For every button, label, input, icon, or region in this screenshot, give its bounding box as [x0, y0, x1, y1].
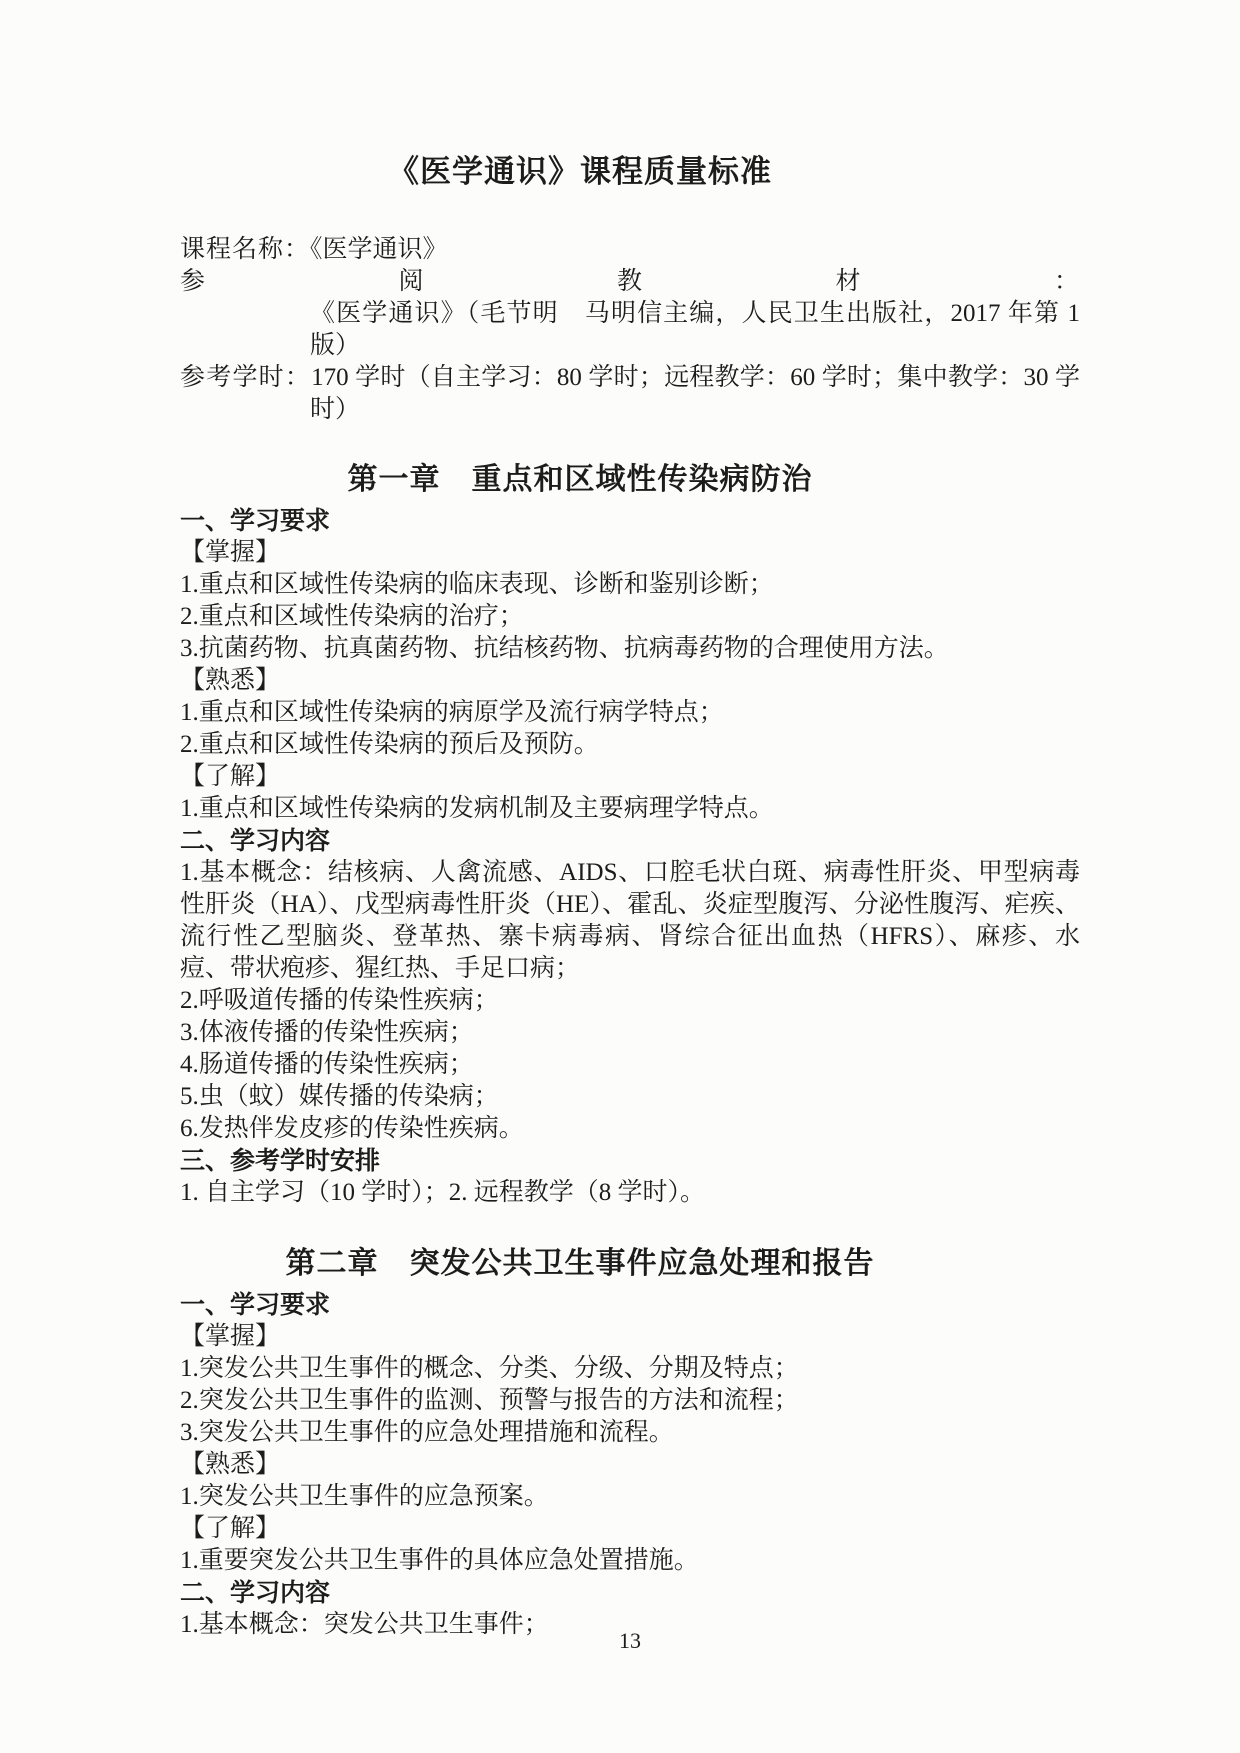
- list-item: 1.重点和区域性传染病的发病机制及主要病理学特点。: [180, 795, 774, 822]
- document-title: 《医学通识》课程质量标准: [388, 154, 772, 189]
- list-item: 2.呼吸道传播的传染性疾病；: [180, 987, 499, 1014]
- list-item: 1.基本概念：突发公共卫生事件；: [180, 1611, 549, 1638]
- list-item: 1.基本概念：结核病、人禽流感、AIDS、口腔毛状白斑、病毒性肝炎、甲型病毒性肝炎（HA）、戊型病毒性肝炎（HE）、霍乱、炎症型腹泻、分泌性腹泻、疟疾、流行性乙型脑炎、登革热、寨卡病毒病、肾综合征出血热（HFRS）、麻疹、水痘、带状疱疹、猩红热、手足口病；: [180, 859, 1080, 982]
- course-name-value: 《医学通识》: [310, 236, 448, 263]
- list-item: 3.抗菌药物、抗真菌药物、抗结核药物、抗病毒药物的合理使用方法。: [180, 635, 949, 662]
- chapter-2-understand-heading: 【了解】: [180, 1515, 281, 1542]
- list-item: 1.重要突发公共卫生事件的具体应急处置措施。: [180, 1547, 699, 1574]
- hours-value: 170 学时（自主学习：80 学时；远程教学：60 学时；集中教学：30 学时）: [310, 364, 1080, 423]
- list-item: 1.重点和区域性传染病的病原学及流行病学特点；: [180, 699, 724, 726]
- list-item: 3.体液传播的传染性疾病；: [180, 1019, 474, 1046]
- list-item: 1.重点和区域性传染病的临床表现、诊断和鉴别诊断；: [180, 571, 774, 598]
- list-item: 6.发热伴发皮疹的传染性疾病。: [180, 1115, 524, 1142]
- textbook-label: 参阅教材：: [180, 268, 1080, 295]
- chapter-1-master-heading: 【掌握】: [180, 539, 281, 566]
- list-item: 1. 自主学习（10 学时）；2. 远程教学（8 学时）。: [180, 1179, 706, 1206]
- chapter-1-schedule-heading: 三、参考学时安排: [180, 1147, 381, 1175]
- chapter-2: [180, 1243, 1080, 1641]
- list-item: 2.重点和区域性传染病的治疗；: [180, 603, 524, 630]
- chapter-2-familiar-heading: 【熟悉】: [180, 1451, 281, 1478]
- list-item: 2.突发公共卫生事件的监测、预警与报告的方法和流程；: [180, 1387, 799, 1414]
- chapter-2-content-heading: 二、学习内容: [180, 1579, 331, 1607]
- textbook-line: [180, 266, 1080, 362]
- list-item: 1.突发公共卫生事件的概念、分类、分级、分期及特点；: [180, 1355, 799, 1382]
- hours-label: 参考学时：: [180, 364, 312, 391]
- list-item: 2.重点和区域性传染病的预后及预防。: [180, 731, 599, 758]
- chapter-2-requirements-heading: 一、学习要求: [180, 1291, 331, 1319]
- chapter-1-content-heading: 二、学习内容: [180, 827, 331, 855]
- hours-line: [180, 362, 1080, 426]
- chapter-1-requirements-heading: 一、学习要求: [180, 507, 331, 535]
- list-item: 3.突发公共卫生事件的应急处理措施和流程。: [180, 1419, 674, 1446]
- chapter-2-master-heading: 【掌握】: [180, 1323, 281, 1350]
- course-name-line: [180, 234, 1080, 266]
- chapter-1-title: 第一章 重点和区域性传染病防治: [347, 463, 813, 496]
- chapter-1-understand-heading: 【了解】: [180, 763, 281, 790]
- chapter-1-familiar-heading: 【熟悉】: [180, 667, 281, 694]
- page-number: 13: [619, 1628, 641, 1653]
- course-meta: [180, 234, 1080, 426]
- chapter-1: [180, 459, 1080, 1209]
- list-item: 1.突发公共卫生事件的应急预案。: [180, 1483, 549, 1510]
- list-item: 4.肠道传播的传染性疾病；: [180, 1051, 474, 1078]
- course-name-label: 课程名称：: [180, 236, 311, 263]
- textbook-value: 《医学通识》（毛节明 马明信主编，人民卫生出版社，2017 年第 1 版）: [310, 300, 1080, 359]
- list-item: 5.虫（蚊）媒传播的传染病；: [180, 1083, 499, 1110]
- chapter-2-title: 第二章 突发公共卫生事件应急处理和报告: [285, 1247, 875, 1280]
